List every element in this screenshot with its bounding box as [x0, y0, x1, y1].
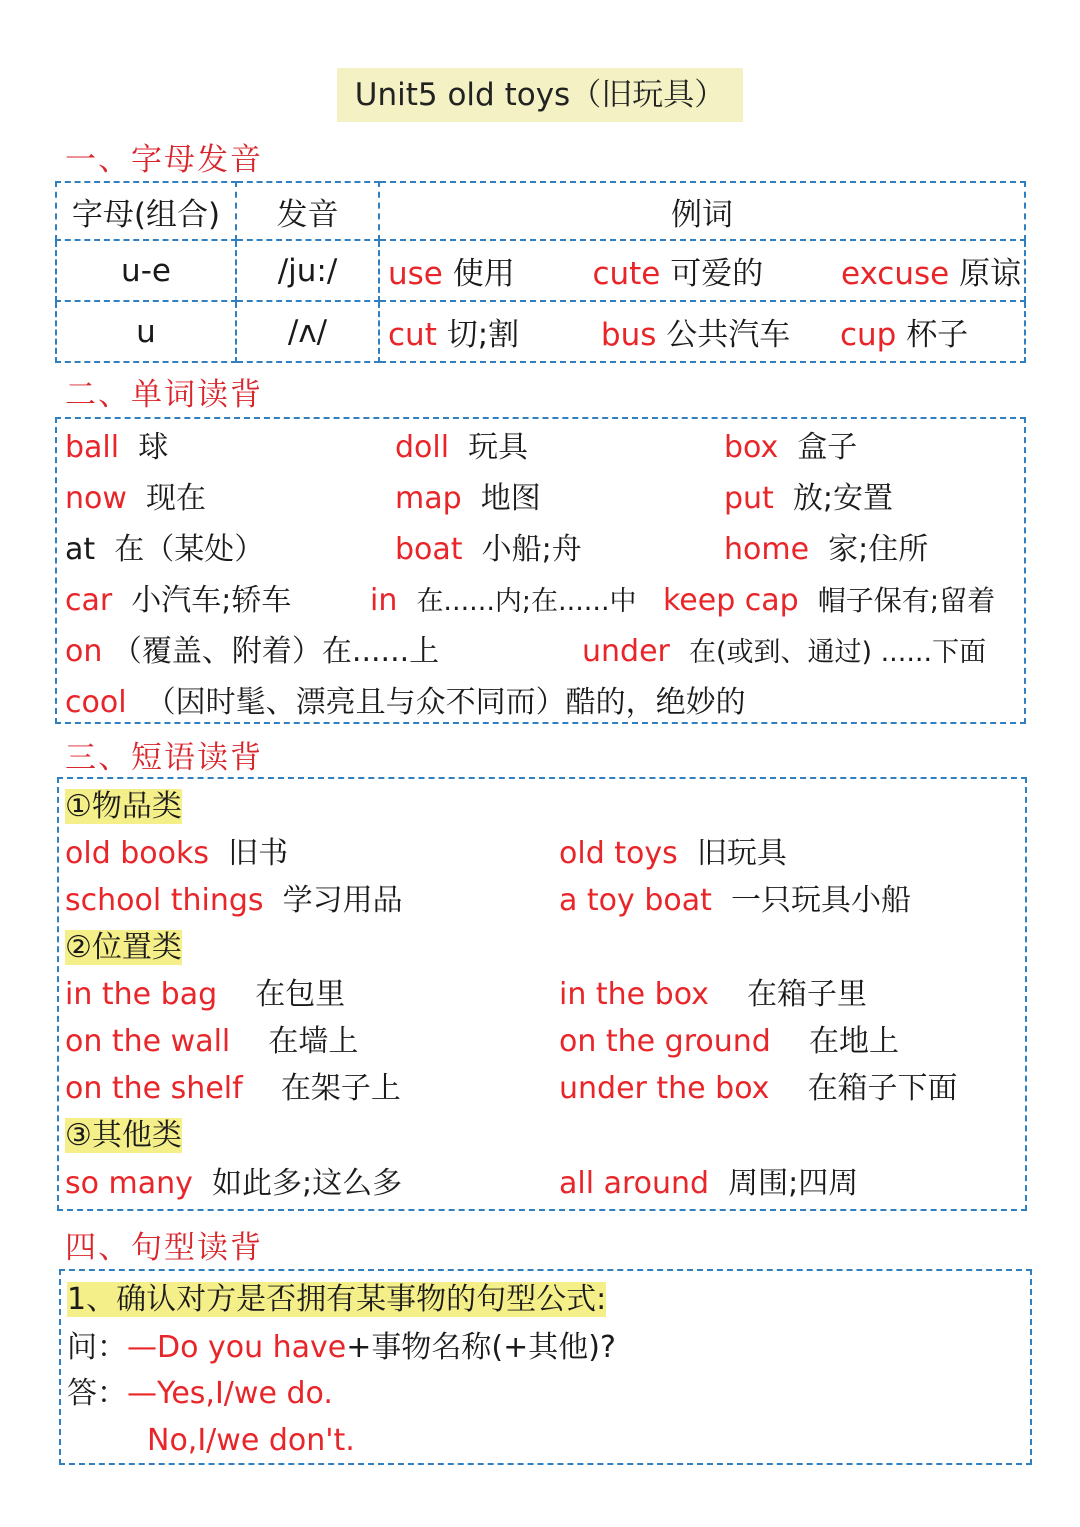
phrase-item: on the shelf 在架子上	[65, 1071, 401, 1106]
question-line: 问：—Do you have+事物名称(+其他)?	[67, 1330, 616, 1365]
example-word: excuse	[840, 256, 950, 292]
phrase-item: a toy boat 一只玩具小船	[559, 883, 911, 918]
word-item: doll 玩具	[395, 430, 529, 465]
example-word: cute	[592, 256, 661, 292]
section-heading-sentences: 四、句型读背	[65, 1230, 263, 1266]
sound-cell: /ju:/	[236, 240, 379, 301]
phrase-item: school things 学习用品	[65, 883, 403, 918]
word-item: car 小汽车;轿车	[65, 583, 292, 618]
phrase-item: on the wall 在墙上	[65, 1024, 359, 1059]
word-item: keep cap 帽子保有;留着	[663, 583, 996, 618]
phonics-row	[56, 301, 1025, 362]
phrase-item: old books 旧书	[65, 836, 289, 871]
example-word: use	[388, 256, 443, 292]
examples-cell	[379, 240, 1025, 301]
letters-cell: u-e	[56, 240, 236, 301]
word-item: boat 小船;舟	[395, 532, 582, 567]
phonics-row	[56, 240, 1025, 301]
section-heading-phonics: 一、字母发音	[65, 142, 263, 178]
header-letters: 字母(组合)	[56, 182, 236, 240]
answer-line-negative: No,I/we don't.	[147, 1423, 355, 1458]
phrase-category: ①物品类	[65, 789, 182, 824]
header-examples: 例词	[379, 182, 1025, 240]
example-meaning: 使用	[452, 256, 515, 292]
phrase-item: in the bag 在包里	[65, 977, 346, 1012]
section-heading-words: 二、单词读背	[65, 377, 263, 413]
example-meaning: 原谅	[959, 256, 1022, 292]
example-meaning: 杯子	[906, 317, 969, 353]
example-word: cup	[839, 317, 897, 353]
word-item: on （覆盖、附着）在......上	[65, 634, 440, 669]
word-item: box 盒子	[724, 430, 858, 465]
word-item: now 现在	[65, 481, 206, 516]
word-item: cool （因时髦、漂亮且与众不同而）酷的，绝妙的	[65, 685, 746, 720]
phrase-item: so many 如此多;这么多	[65, 1166, 403, 1201]
phrase-category: ③其他类	[65, 1118, 182, 1153]
phrase-item: old toys 旧玩具	[559, 836, 787, 871]
word-item: under 在(或到、通过) ......下面	[582, 634, 987, 669]
phrase-item: under the box 在箱子下面	[559, 1071, 958, 1106]
phonics-header-row	[56, 182, 1025, 240]
page-title: Unit5 old toys（旧玩具）	[337, 68, 743, 122]
word-item: at 在（某处）	[65, 532, 265, 567]
phrase-item: all around 周围;四周	[559, 1166, 859, 1201]
example-meaning: 可爱的	[670, 256, 764, 292]
example-word: cut	[388, 317, 437, 353]
word-item: home 家;住所	[724, 532, 929, 567]
word-item: in 在......内;在......中	[370, 583, 637, 618]
words-box	[55, 417, 1026, 724]
sound-cell: /ʌ/	[236, 301, 379, 362]
word-item: put 放;安置	[724, 481, 894, 516]
sentence-heading: 1、确认对方是否拥有某事物的句型公式:	[67, 1282, 607, 1317]
header-sound: 发音	[236, 182, 379, 240]
word-item: ball 球	[65, 430, 169, 465]
example-meaning: 切;割	[446, 317, 520, 353]
section-heading-phrases: 三、短语读背	[65, 740, 263, 776]
example-meaning: 公共汽车	[666, 317, 791, 353]
phonics-table	[55, 181, 1026, 363]
examples-cell	[379, 301, 1025, 362]
answer-line: 答：—Yes,I/we do.	[67, 1376, 333, 1411]
word-item: map 地图	[395, 481, 541, 516]
phrase-item: in the box 在箱子里	[559, 977, 868, 1012]
letters-cell: u	[56, 301, 236, 362]
example-word: bus	[600, 317, 657, 353]
phrase-item: on the ground 在地上	[559, 1024, 899, 1059]
phrase-category: ②位置类	[65, 930, 182, 965]
